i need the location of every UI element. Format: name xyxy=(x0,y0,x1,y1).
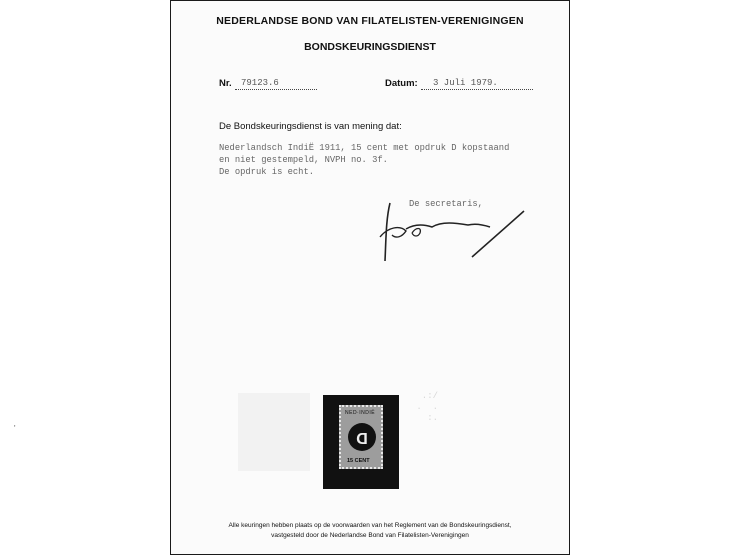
certificate-subtitle: BONDSKEURINGSDIENST xyxy=(304,41,436,53)
nr-value: 79123.6 xyxy=(241,78,279,88)
datum-label: Datum: xyxy=(385,78,418,89)
certificate-sheet xyxy=(170,0,570,555)
secretary-label: De secretaris, xyxy=(409,199,483,209)
datum-value: 3 Juli 1979. xyxy=(433,78,498,88)
stamp xyxy=(339,405,383,469)
statement-line: en niet gestempeld, NVPH no. 3f. xyxy=(219,155,388,165)
statement-line: Nederlandsch IndiË 1911, 15 cent met opdruk D kopstaand xyxy=(219,143,510,153)
stamp-photo xyxy=(323,395,399,489)
statement-body xyxy=(219,142,509,178)
signature-graphic xyxy=(376,197,536,267)
datum-dotline xyxy=(421,89,533,90)
faint-bleedthrough: .:/ . . :. xyxy=(416,391,439,423)
nr-dotline xyxy=(235,89,317,90)
footer-line-1: Alle keuringen hebben plaats op de voorwaarden van het Reglement van de Bondskeuringsdienst, xyxy=(228,522,512,529)
stamp-value-text: 15 CENT xyxy=(347,458,370,464)
nr-label: Nr. xyxy=(219,78,232,89)
overprint-letter: D xyxy=(356,429,368,446)
statement-line: De opdruk is echt. xyxy=(219,167,315,177)
blank-paper-patch xyxy=(238,393,310,471)
statement-intro: De Bondskeuringsdienst is van mening dat: xyxy=(219,121,402,132)
footer-line-2: vastgesteld door de Nederlandse Bond van Filatelisten-Verenigingen xyxy=(271,532,469,539)
stamp-top-text: NED·INDIË xyxy=(345,410,376,416)
scan-mark: ' xyxy=(14,424,16,433)
certificate-title: NEDERLANDSE BOND VAN FILATELISTEN-VERENIGINGEN xyxy=(216,15,524,27)
overprint-circle xyxy=(348,423,376,451)
